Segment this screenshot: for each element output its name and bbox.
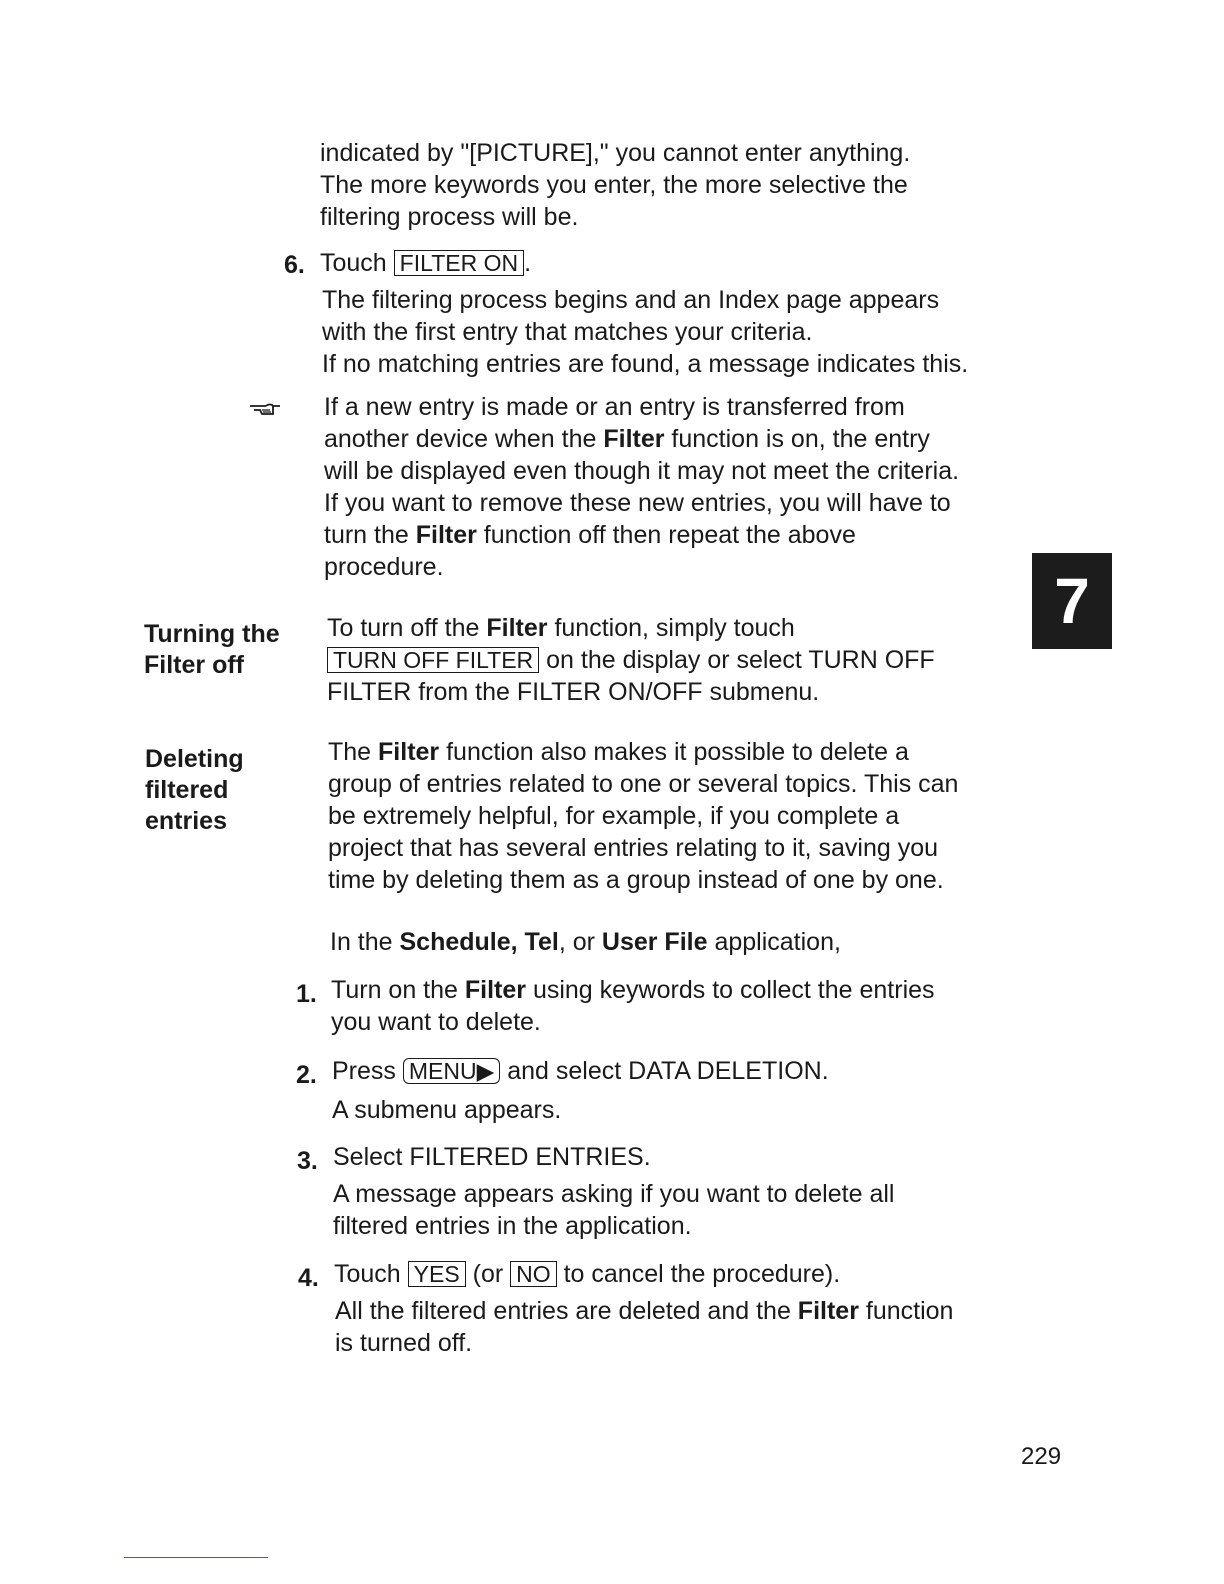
para-text: or [565,928,602,956]
para-line: time by deleting them as a group instead of one by one. [328,866,944,894]
step-4 [334,1258,840,1290]
step-text: (or [465,1260,511,1288]
para-text: on the display or select TURN OFF [539,646,935,674]
step-text: function [858,1297,954,1325]
note-line: will be displayed even though it may not meet the criteria. [324,457,960,485]
step-line: A submenu appears. [332,1096,562,1124]
step-number: 3. [297,1147,318,1175]
page-number: 229 [1021,1443,1062,1470]
chapter-tab: 7 [1032,553,1112,649]
para-text: In the [330,928,400,956]
filter-keyword: Filter [378,738,440,766]
intro-paragraph [320,137,910,233]
heading-line: Turning the [144,620,280,648]
step-number: 2. [296,1061,317,1089]
step-3 [333,1141,651,1173]
step-text: Touch [334,1260,408,1288]
user-file-keyword: User File [601,928,708,956]
footer-rule [124,1557,268,1558]
step-text: using keywords to collect the entries [526,976,935,1004]
heading-line: Filter off [144,651,244,679]
filter-on-button[interactable]: FILTER ON [394,250,524,276]
para-text: To turn off the [327,614,487,642]
note-text: another device when the [324,425,604,453]
step-line: is turned off. [335,1329,473,1357]
filter-keyword: Filter [603,425,665,453]
application-line [330,926,841,958]
para-text: function also makes it possible to delete a [439,738,909,766]
filter-keyword: Filter [486,614,548,642]
turning-off-paragraph [327,612,935,708]
deleting-heading [145,744,244,837]
pointing-hand-icon [248,400,282,425]
step-2-result [332,1094,561,1126]
para-line: group of entries related to one or several topics. This can [328,770,959,798]
step-1 [331,974,935,1038]
note-text: turn the [324,521,416,549]
filter-keyword: Filter [415,521,477,549]
desc-line: The filtering process begins and an Index page appears [322,286,940,314]
note-line: If you want to remove these new entries, you will have to [324,489,951,517]
para-line: FILTER from the FILTER ON/OFF submenu. [327,678,820,706]
para-line: project that has several entries relating to it, saving you [328,834,939,862]
desc-line: If no matching entries are found, a message indicates this. [322,350,969,378]
step-3-result [333,1178,894,1242]
heading-line: Deleting [145,745,244,773]
note-text: function off then repeat the above [476,521,856,549]
step-text: Press [332,1057,403,1085]
step-number: 6. [284,251,305,279]
filter-keyword: Filter [797,1297,859,1325]
step-line: A message appears asking if you want to delete all [333,1180,895,1208]
filter-keyword: Filter [464,976,526,1004]
note-line: procedure. [324,553,444,581]
tel-keyword: Tel [524,928,559,956]
intro-line: The more keywords you enter, the more selective the [320,171,908,199]
step-6-description [322,284,968,380]
step-text: to cancel the procedure). [556,1260,841,1288]
turn-off-filter-button[interactable]: TURN OFF FILTER [327,647,539,673]
no-button[interactable]: NO [510,1261,557,1287]
heading-line: entries [145,807,227,835]
schedule-keyword: Schedule, [399,928,518,956]
intro-line: indicated by "[PICTURE]," you cannot enter anything. [320,139,911,167]
step-2 [332,1055,829,1087]
step-number: 1. [296,980,317,1008]
turning-off-heading [144,619,280,681]
note-paragraph [324,391,959,583]
menu-key[interactable]: MENU▶ [403,1058,500,1084]
step-line: filtered entries in the application. [333,1212,692,1240]
yes-button[interactable]: YES [408,1261,466,1287]
heading-line: filtered [145,776,229,804]
para-text: , [558,928,566,956]
step-line: Select FILTERED ENTRIES. [333,1143,651,1171]
para-text: application, [707,928,841,956]
step-text: Touch [320,249,387,277]
para-line: be extremely helpful, for example, if you complete a [328,802,900,830]
step-4-result [335,1295,953,1359]
step-text: Turn on the [331,976,465,1004]
step-text: All the filtered entries are deleted and the [335,1297,798,1325]
note-line: If a new entry is made or an entry is transferred from [324,393,905,421]
step-number: 4. [298,1264,319,1292]
step-text: . [524,249,532,277]
deleting-paragraph [328,736,958,896]
desc-line: with the first entry that matches your criteria. [322,318,813,346]
note-text: function is on, the entry [664,425,930,453]
step-line: you want to delete. [331,1008,541,1036]
step-6-line [320,247,531,279]
para-text: The [328,738,379,766]
intro-line: filtering process will be. [320,203,579,231]
para-text: function, simply touch [547,614,795,642]
step-text: and select DATA DELETION. [500,1057,829,1085]
